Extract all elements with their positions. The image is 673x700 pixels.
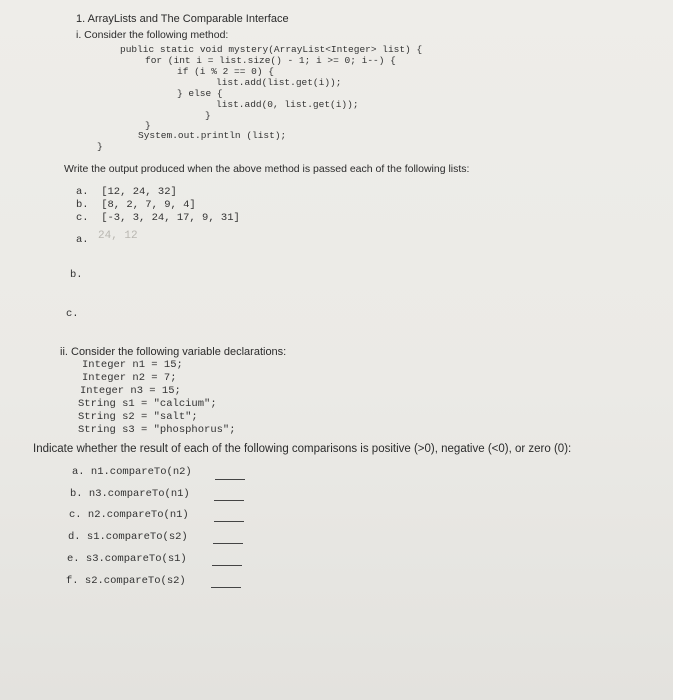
code-line: public static void mystery(ArrayList<Integer> list) { [120, 44, 423, 55]
comparison-f: f. s2.compareTo(s2) [66, 575, 186, 587]
comparison-e: e. s3.compareTo(s1) [67, 553, 187, 565]
answer-blank [213, 543, 243, 544]
part-2-instruction: Indicate whether the result of each of the following comparisons is positive (>0), negative (<0), or zero (0): [33, 443, 572, 455]
comparison-a: a. n1.compareTo(n2) [72, 466, 192, 478]
comparison-c: c. n2.compareTo(n1) [69, 509, 189, 521]
code-line: System.out.println (list); [138, 130, 287, 141]
answer-blank [215, 479, 245, 480]
part-2-heading: ii. Consider the following variable declarations: [60, 346, 287, 358]
part-1-heading: i. Consider the following method: [76, 29, 229, 41]
answer-blank [214, 521, 244, 522]
answer-label-b: b. [70, 269, 83, 281]
declaration-line: Integer n2 = 7; [82, 372, 177, 384]
answer-blank [211, 587, 241, 588]
declaration-line: String s1 = "calcium"; [78, 398, 217, 410]
answer-label-c: c. [66, 308, 79, 320]
declaration-line: Integer n3 = 15; [80, 385, 181, 397]
input-list-a: a. [12, 24, 32] [76, 186, 177, 198]
declaration-line: Integer n1 = 15; [82, 359, 183, 371]
declaration-line: String s2 = "salt"; [78, 411, 198, 423]
answer-blank [212, 565, 242, 566]
comparison-d: d. s1.compareTo(s2) [68, 531, 188, 543]
page-title: 1. ArrayLists and The Comparable Interface [76, 13, 289, 25]
code-line: } [205, 110, 211, 121]
part-1-prompt: Write the output produced when the above method is passed each of the following lists: [64, 163, 470, 175]
code-line: } [97, 141, 103, 152]
code-line: for (int i = list.size() - 1; i >= 0; i--) { [145, 55, 396, 66]
input-list-c: c. [-3, 3, 24, 17, 9, 31] [76, 212, 240, 224]
answer-label-a: a. [76, 234, 89, 246]
input-list-b: b. [8, 2, 7, 9, 4] [76, 199, 196, 211]
code-line: list.add(list.get(i)); [216, 77, 342, 88]
code-line: list.add(0, list.get(i)); [216, 99, 359, 110]
answer-blank [214, 500, 244, 501]
faint-answer-text: 24, 12 [98, 230, 138, 242]
comparison-b: b. n3.compareTo(n1) [70, 488, 190, 500]
code-line: } [145, 120, 151, 131]
code-line: if (i % 2 == 0) { [177, 66, 274, 77]
declaration-line: String s3 = "phosphorus"; [78, 424, 236, 436]
code-line: } else { [177, 88, 223, 99]
